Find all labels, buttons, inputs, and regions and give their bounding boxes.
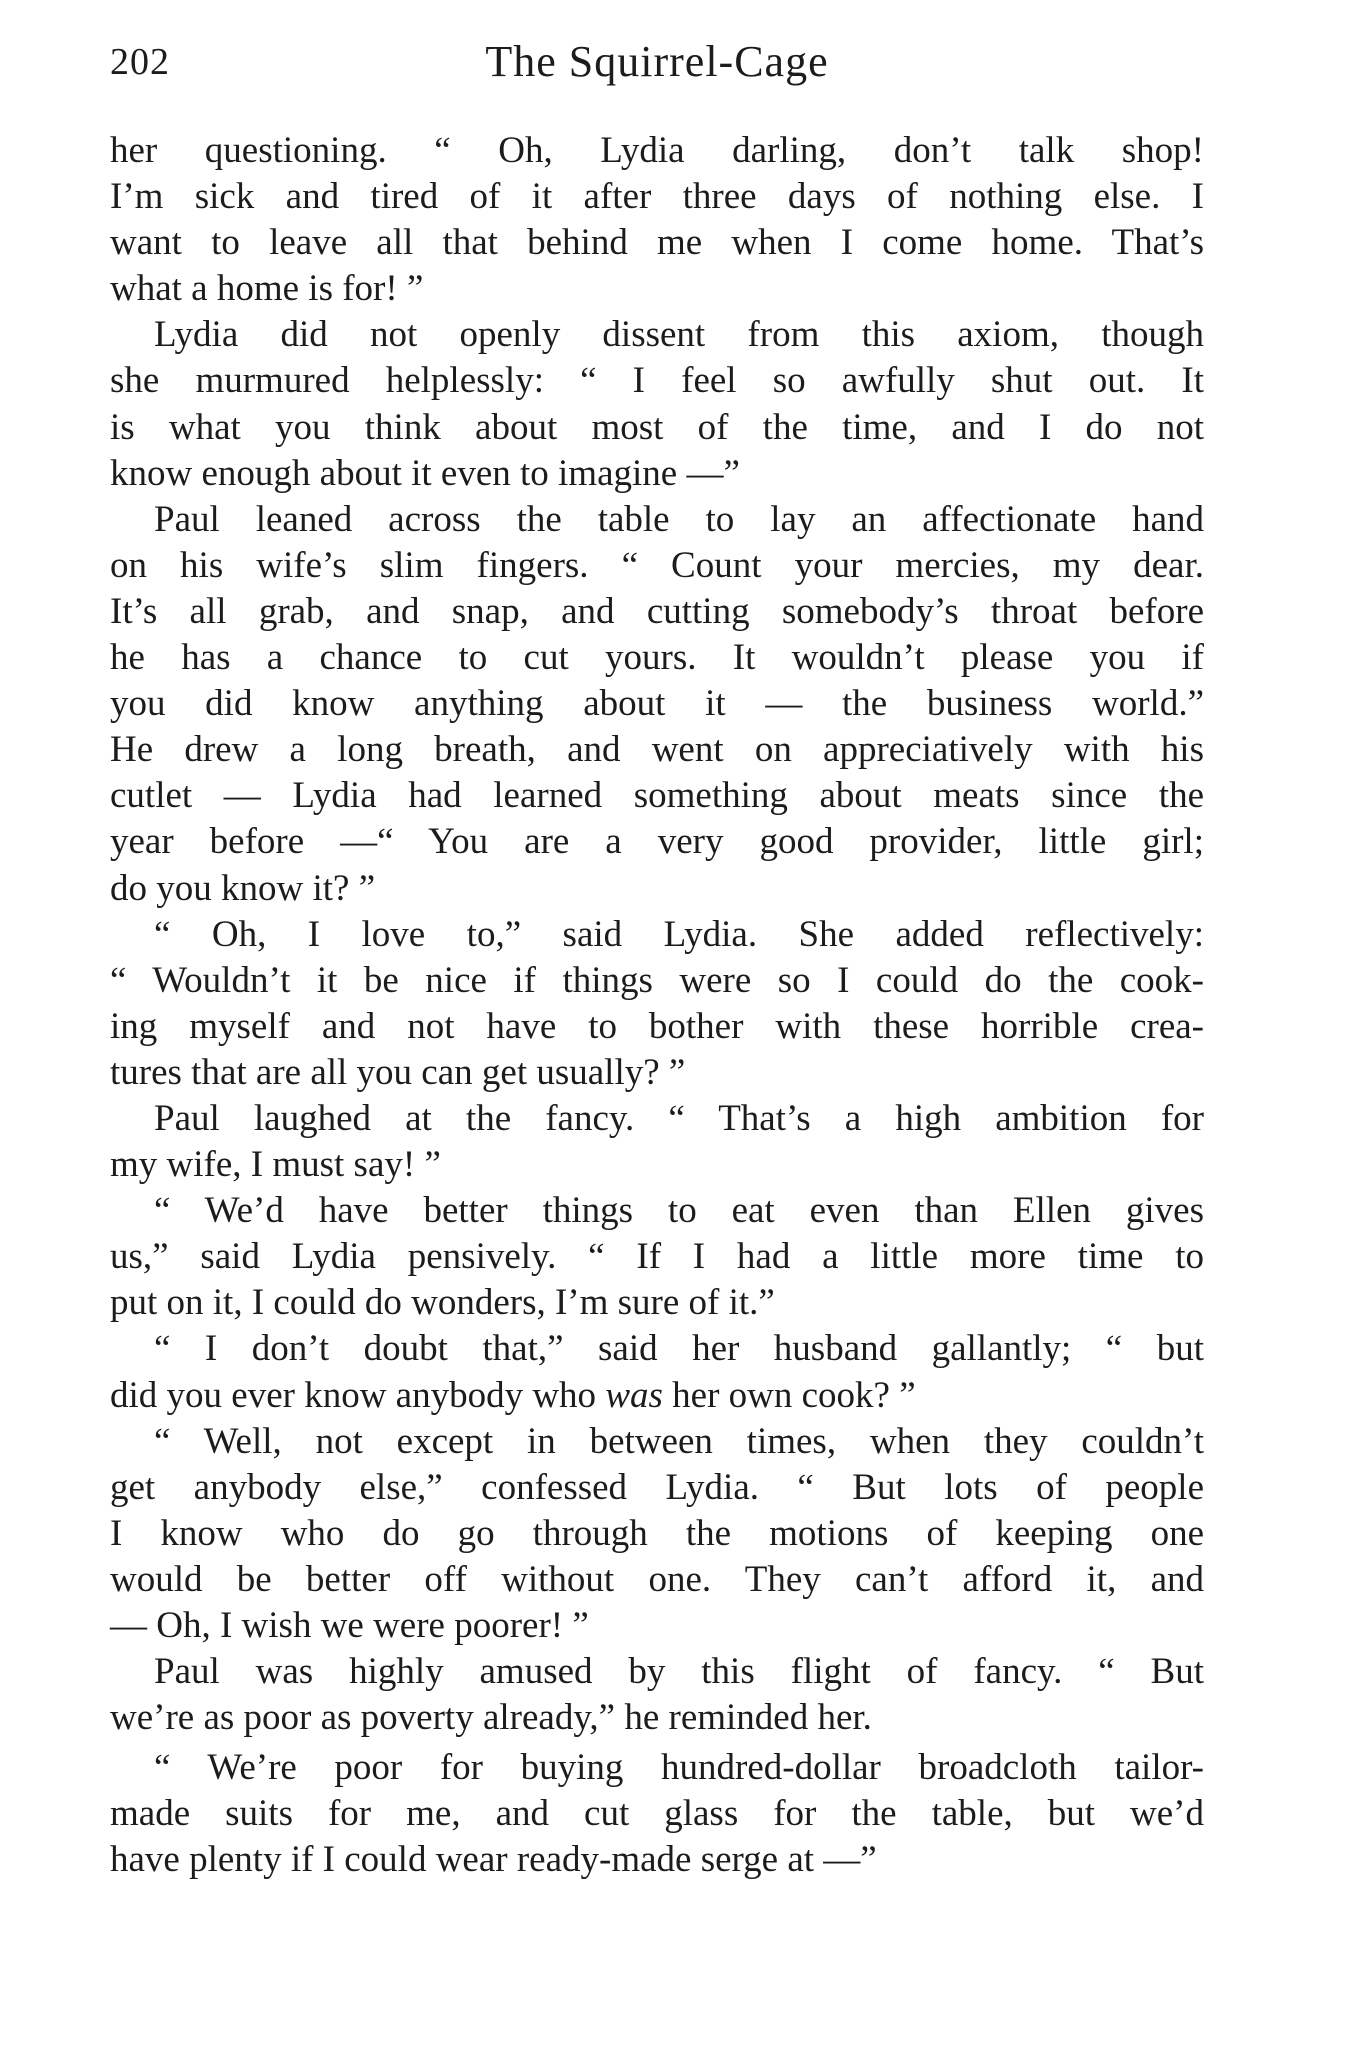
text-line: “ We’d have better things to eat even than Ellen gives — [154, 1190, 1204, 1232]
text-line: is what you think about most of the time, and I do not — [110, 406, 1204, 448]
text-line: know enough about it even to imagine —” — [110, 452, 740, 494]
page-number: 202 — [110, 41, 170, 83]
text-line: “ We’re poor for buying hundred-dollar broadcloth tailor- — [154, 1747, 1204, 1789]
text-line: put on it, I could do wonders, I’m sure of it.” — [110, 1282, 775, 1324]
running-title: The Squirrel-Cage — [485, 37, 829, 86]
text-line: Paul laughed at the fancy. “ That’s a high ambition for — [154, 1097, 1204, 1139]
text-line — [110, 1373, 1204, 1419]
emphasis-text: was — [605, 1374, 663, 1416]
text-line: have plenty if I could wear ready-made serge at —” — [110, 1839, 877, 1881]
text-segment: did you ever know anybody who — [110, 1374, 606, 1416]
text-line: you did know anything about it — the business world.” — [110, 683, 1204, 725]
text-line: would be better off without one. They can’t afford it, and — [110, 1558, 1204, 1600]
text-line: do you know it? ” — [110, 867, 376, 909]
text-line: she murmured helplessly: “ I feel so awfully shut out. It — [110, 360, 1204, 402]
text-line: It’s all grab, and snap, and cutting somebody’s throat before — [110, 590, 1204, 632]
text-line: “ Oh, I love to,” said Lydia. She added reflectively: — [154, 913, 1204, 955]
text-line: He drew a long breath, and went on appreciatively with his — [110, 729, 1204, 771]
text-line: we’re as poor as poverty already,” he reminded her. — [110, 1697, 872, 1739]
text-line: “ I don’t doubt that,” said her husband gallantly; “ but — [154, 1328, 1204, 1370]
text-line: on his wife’s slim fingers. “ Count your mercies, my dear. — [110, 544, 1204, 586]
text-line: made suits for me, and cut glass for the table, but we’d — [110, 1793, 1204, 1835]
text-line: Paul was highly amused by this flight of fancy. “ But — [154, 1651, 1204, 1693]
text-line: want to leave all that behind me when I come home. That’s — [110, 222, 1204, 264]
text-line: my wife, I must say! ” — [110, 1144, 441, 1186]
text-line: he has a chance to cut yours. It wouldn’t please you if — [110, 637, 1204, 679]
text-line: get anybody else,” confessed Lydia. “ But lots of people — [110, 1466, 1204, 1508]
text-line: ing myself and not have to bother with these horrible crea- — [110, 1005, 1204, 1047]
text-line: “ Wouldn’t it be nice if things were so I could do the cook- — [110, 959, 1204, 1001]
text-line: “ Well, not except in between times, when they couldn’t — [154, 1420, 1204, 1462]
text-line: her questioning. “ Oh, Lydia darling, don’t talk shop! — [110, 130, 1204, 171]
text-line: I’m sick and tired of it after three days of nothing else. I — [110, 176, 1204, 218]
running-head — [110, 36, 1204, 96]
text-line: us,” said Lydia pensively. “ If I had a little more time to — [110, 1236, 1204, 1278]
text-line: year before —“ You are a very good provider, little girl; — [110, 821, 1204, 863]
text-line: cutlet — Lydia had learned something about meats since the — [110, 775, 1204, 817]
text-line: tures that are all you can get usually? ” — [110, 1051, 686, 1093]
text-line: I know who do go through the motions of keeping one — [110, 1512, 1204, 1554]
text-line: what a home is for! ” — [110, 268, 424, 310]
text-line: Paul leaned across the table to lay an affectionate hand — [154, 498, 1204, 540]
body-text — [110, 128, 1204, 1884]
text-line: Lydia did not openly dissent from this axiom, though — [154, 314, 1204, 356]
text-segment: her own cook? ” — [662, 1374, 916, 1416]
text-line: — Oh, I wish we were poorer! ” — [110, 1605, 589, 1646]
